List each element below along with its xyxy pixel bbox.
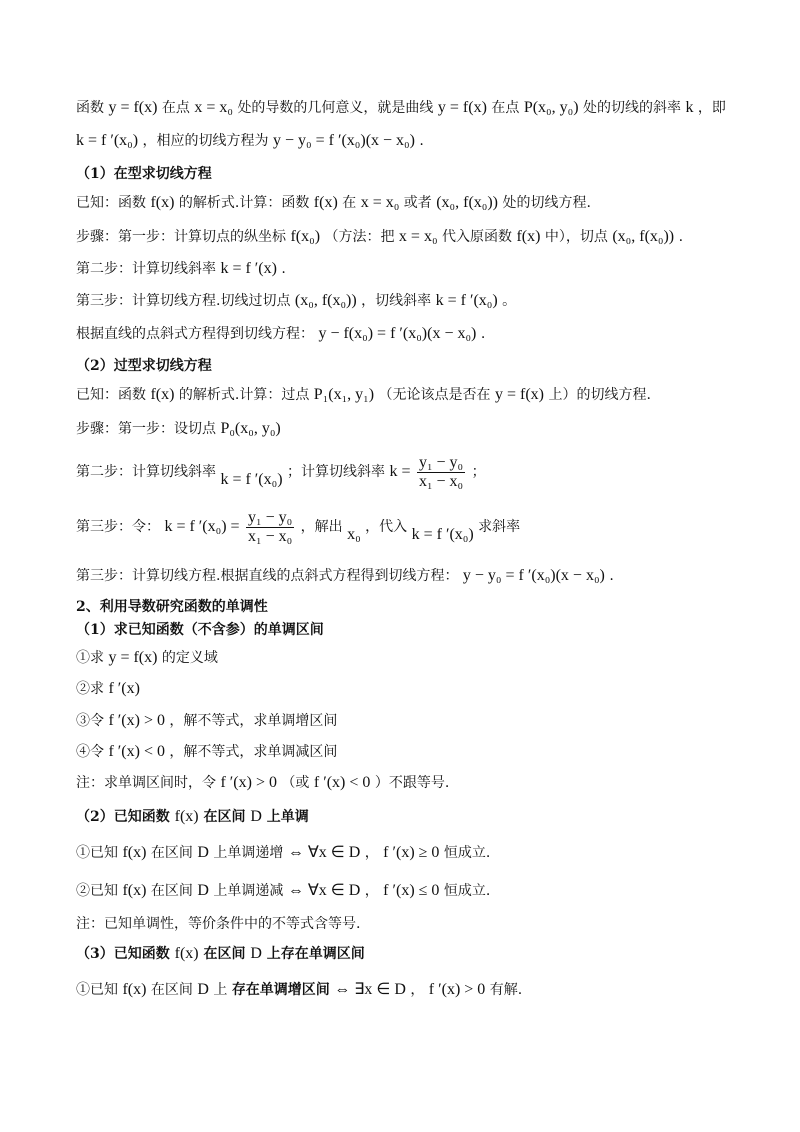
list-item-2 xyxy=(76,678,140,700)
text: . xyxy=(419,133,424,149)
formula: f(x) xyxy=(174,808,199,825)
text: ；计算切线斜率 xyxy=(287,464,385,480)
text: 的定义域 xyxy=(161,650,218,666)
subsection-heading-3 xyxy=(76,943,365,965)
formula: k = f ′(x₀) xyxy=(76,132,139,149)
text: . xyxy=(678,229,684,245)
formula: D xyxy=(197,882,209,899)
formula: k = f ′(x) xyxy=(220,260,277,277)
text: （2）已知函数 xyxy=(76,809,170,825)
text: . xyxy=(281,261,286,277)
formula: k = f ′(x₀) = xyxy=(164,518,240,535)
formula: ⇔ ∃x ∈ D xyxy=(334,981,406,998)
formula: y − y₀ = f ′(x₀)(x − x₀) xyxy=(273,132,415,149)
text: ，切线斜率 xyxy=(361,293,432,309)
formula: x = x₀ xyxy=(194,99,233,116)
text: 步骤：第一步：计算切点的纵坐标 xyxy=(76,229,286,245)
fraction xyxy=(246,509,294,546)
formula: D xyxy=(197,981,209,998)
text: ， xyxy=(364,883,379,899)
formula: D xyxy=(250,808,262,825)
formula: D xyxy=(197,844,209,861)
formula: P₀(x₀, y₀) xyxy=(220,420,281,437)
text: ，即 xyxy=(697,100,726,116)
emphasis-text: 存在单调增区间 xyxy=(231,982,330,998)
text: ，代入 xyxy=(365,519,408,535)
text: 的解析式.计算：函数 xyxy=(178,195,310,211)
text: 恒成立. xyxy=(443,883,491,899)
text: ，相应的切线方程为 xyxy=(142,133,269,149)
formula: y − f(x₀) = f ′(x₀)(x − x₀) xyxy=(318,325,477,342)
text: （方法：把 xyxy=(324,229,395,245)
text: 在区间 xyxy=(150,883,193,899)
formula: y − y₀ = f ′(x₀)(x − x₀) xyxy=(462,567,605,584)
condition-decreasing xyxy=(76,880,490,902)
text: 上 xyxy=(213,982,228,998)
text: 或者 xyxy=(403,195,432,211)
text: ，解出 xyxy=(300,519,343,535)
fraction xyxy=(417,454,465,491)
text: ， xyxy=(410,982,425,998)
condition-increasing xyxy=(76,842,490,864)
formula: (x₀, f(x₀)) xyxy=(436,194,498,211)
text: ， xyxy=(364,845,379,861)
text: 第三步：令： xyxy=(76,519,160,535)
text: ②求 xyxy=(76,681,104,697)
formula: f(x) xyxy=(122,981,147,998)
line-geometric-meaning xyxy=(76,97,726,119)
formula: k = f ′(x₀) xyxy=(435,292,498,309)
fraction-numerator: y₁ − y₀ xyxy=(248,508,293,526)
text: 上单调 xyxy=(266,809,309,825)
line-step-set-point xyxy=(76,418,281,440)
line-step-2 xyxy=(76,258,286,280)
text: （3）已知函数 xyxy=(76,946,170,962)
formula: y = f(x) xyxy=(437,99,487,116)
line-known-1 xyxy=(76,192,591,214)
text: 第二步：计算切线斜率 xyxy=(76,464,216,480)
formula: y = f(x) xyxy=(108,99,158,116)
text: ①已知 xyxy=(76,845,118,861)
text: 有解. xyxy=(489,982,523,998)
text: . xyxy=(609,568,614,584)
text: 上存在单调区间 xyxy=(266,946,365,962)
subsection-heading-1: （1）求已知函数（不含参）的单调区间 xyxy=(76,622,324,638)
formula: x = x₀ xyxy=(360,194,400,211)
text: 处的导数的几何意义，就是曲线 xyxy=(237,100,434,116)
text: 上单调递减 xyxy=(213,883,284,899)
text: 恒成立. xyxy=(443,845,491,861)
formula: y = f(x) xyxy=(108,649,158,666)
text: 已知：函数 xyxy=(76,195,146,211)
formula: f(x) xyxy=(150,386,175,403)
formula: x = x₀ xyxy=(398,228,438,245)
formula: f(x₀) xyxy=(290,228,321,245)
formula: y = f(x) xyxy=(495,386,545,403)
formula: f(x) xyxy=(122,844,147,861)
formula: f(x) xyxy=(174,945,199,962)
text: 注：求单调区间时，令 xyxy=(76,775,216,791)
formula: (x₀, f(x₀)) xyxy=(612,228,675,245)
formula: f ′(x) > 0 xyxy=(428,981,486,998)
text: 在区间 xyxy=(150,845,193,861)
formula: D xyxy=(250,945,262,962)
formula: f ′(x) > 0 xyxy=(220,774,277,791)
subsection-heading-2 xyxy=(76,806,309,828)
formula: x₀ xyxy=(347,526,361,543)
line-step-3-equation xyxy=(76,565,614,587)
text: 函数 xyxy=(76,100,104,116)
text: （或 xyxy=(281,775,310,791)
text: ②已知 xyxy=(76,883,118,899)
text: 在点 xyxy=(161,100,190,116)
condition-exists-increasing xyxy=(76,979,522,1001)
text: ①已知 xyxy=(76,982,118,998)
text: 处的切线方程. xyxy=(502,195,591,211)
formula: f ′(x) ≥ 0 xyxy=(383,844,440,861)
formula: f ′(x) ≤ 0 xyxy=(383,882,440,899)
line-step-2-slopes xyxy=(76,452,486,500)
formula: P(x₀, y₀) xyxy=(523,99,579,116)
text: ③令 xyxy=(76,713,104,729)
formula: f ′(x) xyxy=(108,680,140,697)
line-known-2 xyxy=(76,384,651,406)
text: 在区间 xyxy=(150,982,193,998)
line-point-slope xyxy=(76,323,485,345)
text: 已知：函数 xyxy=(76,387,146,403)
formula: ⇔ ∀x ∈ D xyxy=(287,882,361,899)
text: 在点 xyxy=(491,100,520,116)
text: ④令 xyxy=(76,744,104,760)
fraction-denominator: x₁ − x₀ xyxy=(418,472,464,490)
line-tangent-equation xyxy=(76,130,424,152)
list-item-4 xyxy=(76,741,337,763)
formula: k = f ′(x₀) xyxy=(220,471,283,488)
fraction-numerator: y₁ − y₀ xyxy=(418,453,464,471)
text: 中），切点 xyxy=(544,229,608,245)
line-step-1 xyxy=(76,226,683,248)
text: 代入原函数 xyxy=(441,229,512,245)
formula: f(x) xyxy=(122,882,147,899)
text: ，解不等式，求单调增区间 xyxy=(169,713,338,729)
note-2: 注：已知单调性，等价条件中的不等式含等号. xyxy=(76,916,361,932)
text: . xyxy=(480,326,486,342)
note-1 xyxy=(76,772,449,794)
formula: k = xyxy=(389,463,411,480)
text: ）不跟等号. xyxy=(374,775,450,791)
text: 。 xyxy=(502,293,517,309)
list-item-3 xyxy=(76,710,337,732)
formula: P₁(x₁, y₁) xyxy=(313,386,375,403)
list-item-1 xyxy=(76,647,218,669)
text: 在 xyxy=(342,195,357,211)
formula: f ′(x) < 0 xyxy=(313,774,371,791)
text: （无论该点是否在 xyxy=(378,387,491,403)
text: 的解析式.计算：过点 xyxy=(178,387,310,403)
formula: k xyxy=(685,99,694,116)
text: 根据直线的点斜式方程得到切线方程： xyxy=(76,326,314,342)
section-heading-2: （2）过型求切线方程 xyxy=(76,358,212,374)
line-step-3 xyxy=(76,290,516,312)
section-heading-1: （1）在型求切线方程 xyxy=(76,166,212,182)
formula: f(x) xyxy=(516,228,541,245)
text: 在区间 xyxy=(203,946,246,962)
formula: f(x) xyxy=(150,194,175,211)
formula: k = f ′(x₀) xyxy=(411,526,474,543)
formula: (x₀, f(x₀)) xyxy=(294,292,357,309)
text: ； xyxy=(471,464,486,480)
text: 上）的切线方程. xyxy=(548,387,651,403)
text: 第三步：计算切线方程.切线过切点 xyxy=(76,293,291,309)
text: 第二步：计算切线斜率 xyxy=(76,261,216,277)
text: ①求 xyxy=(76,650,104,666)
text: ，解不等式，求单调减区间 xyxy=(169,744,338,760)
formula: f ′(x) < 0 xyxy=(108,743,165,760)
text: 在区间 xyxy=(203,809,246,825)
text: 求斜率 xyxy=(478,519,521,535)
text: 步骤：第一步：设切点 xyxy=(76,421,216,437)
section-heading-monotonic: 2、利用导数研究函数的单调性 xyxy=(76,599,268,615)
fraction-denominator: x₁ − x₀ xyxy=(248,527,293,545)
formula: ⇔ ∀x ∈ D xyxy=(287,844,361,861)
line-step-3-solve xyxy=(76,507,520,555)
text: 第三步：计算切线方程.根据直线的点斜式方程得到切线方程： xyxy=(76,568,459,584)
formula: f ′(x) > 0 xyxy=(108,712,165,729)
text: 处的切线的斜率 xyxy=(582,100,681,116)
text: 上单调递增 xyxy=(213,845,284,861)
formula: f(x) xyxy=(313,194,338,211)
